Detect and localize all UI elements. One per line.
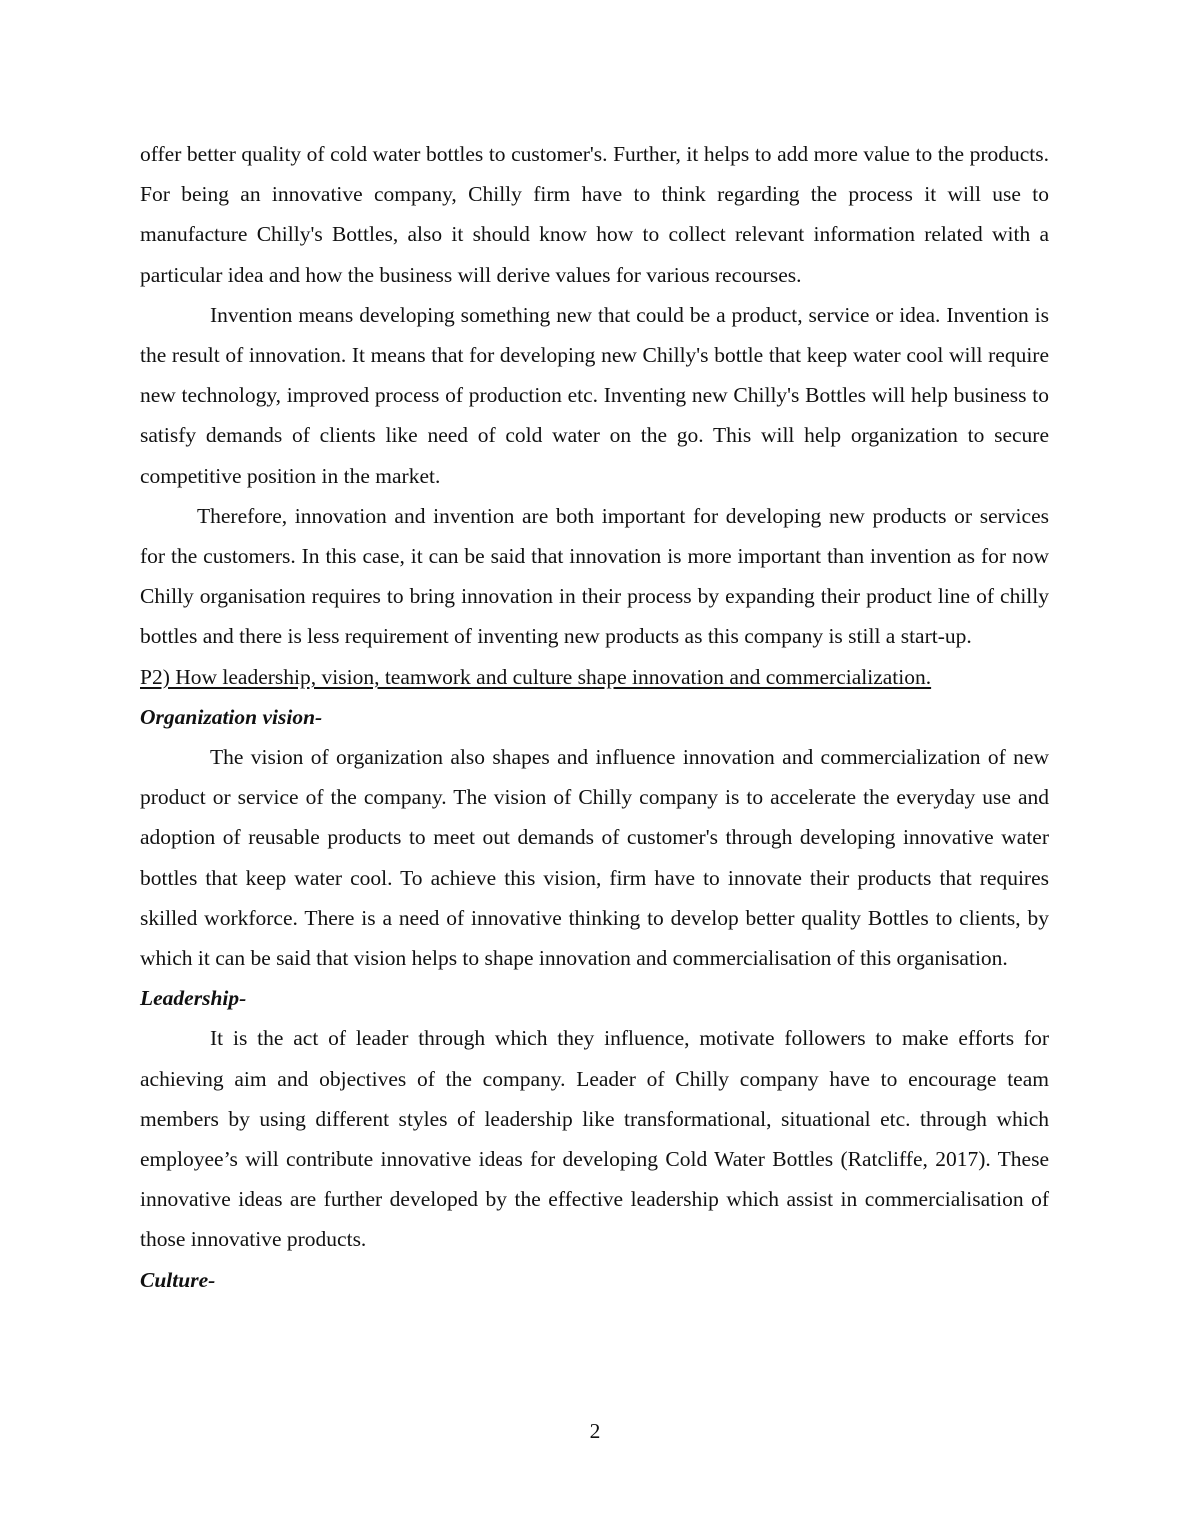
document-page bbox=[140, 134, 1049, 1300]
subheading-organization-vision: Organization vision- bbox=[140, 704, 323, 729]
paragraph-intro-continuation: offer better quality of cold water bottles to customer's. Further, it helps to add more value to the products. For being an innovative company, Chilly firm have to think regarding the process it will use to manufacture Chilly's Bottles, also it should know how to collect relevant information related with a particular idea and how the business will derive values for various recourses. bbox=[140, 142, 1049, 287]
paragraph-invention: Invention means developing something new that could be a product, service or idea. Invention is the result of innovation. It means that for developing new Chilly's bottle that keep water cool will require new technology, improved process of production etc. Inventing new Chilly's Bottles will help business to satisfy demands of clients like need of cold water on the go. This will help organization to secure competitive position in the market. bbox=[140, 302, 1049, 488]
page-number: 2 bbox=[589, 1419, 601, 1443]
section-heading-p2: P2) How leadership, vision, teamwork and culture shape innovation and commercialization. bbox=[140, 664, 932, 689]
paragraph-leadership: It is the act of leader through which they influence, motivate followers to make efforts for achieving aim and objectives of the company. Leader of Chilly company have to encourage team members by using different styles of leadership like transformational, situational etc. through which employee’s will contribute innovative ideas for developing Cold Water Bottles (Ratcliffe, 2017). These innovative ideas are further developed by the effective leadership which assist in commercialisation of those innovative products. bbox=[140, 1026, 1049, 1252]
paragraph-conclusion: Therefore, innovation and invention are both important for developing new products or services for the customers. In this case, it can be said that innovation is more important than invention as for now Chilly organisation requires to bring innovation in their process by expanding their product line of chilly bottles and there is less requirement of inventing new products as this company is still a start-up. bbox=[140, 503, 1049, 649]
subheading-culture: Culture- bbox=[140, 1267, 216, 1292]
subheading-leadership: Leadership- bbox=[140, 986, 247, 1011]
paragraph-vision: The vision of organization also shapes and influence innovation and commercialization of new product or service of the company. The vision of Chilly company is to accelerate the everyday use and adoption of reusable products to meet out demands of customer's through developing innovative water bottles that keep water cool. To achieve this vision, firm have to innovate their products that requires skilled workforce. There is a need of innovative thinking to develop better quality Bottles to clients, by which it can be said that vision helps to shape innovation and commercialisation of this organisation. bbox=[140, 745, 1049, 971]
